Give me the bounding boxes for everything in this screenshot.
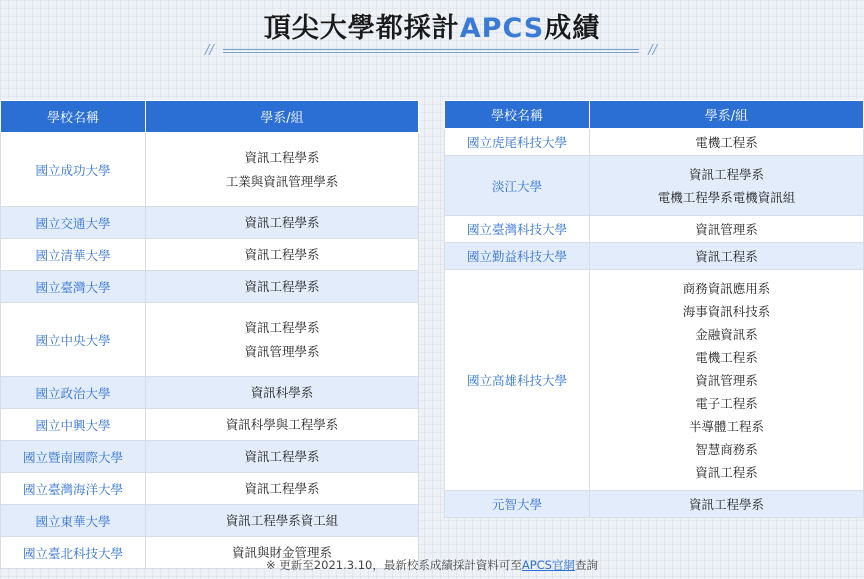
school-name: 國立勤益科技大學 (445, 243, 590, 270)
dept-cell (146, 505, 419, 537)
table-row (445, 156, 864, 216)
school-name: 元智大學 (445, 491, 590, 518)
dept-name: 資訊工程學系 (244, 149, 320, 165)
dept-cell (590, 491, 864, 518)
title-main: 頂尖大學都採計 (263, 13, 460, 44)
dept-name: 工業與資訊管理學系 (225, 173, 339, 189)
footer-note (0, 557, 864, 573)
footer-suffix: 查詢 (574, 558, 598, 572)
table-row (1, 207, 419, 239)
footer-prefix: ※ 更新至2021.3.10，最新校系成績採計資料可至 (266, 558, 522, 572)
dept-name: 電機工程系 (695, 134, 758, 150)
header-school: 學校名稱 (1, 101, 146, 133)
dept-name: 資訊科學系 (250, 385, 314, 400)
dept-cell (146, 303, 419, 377)
dept-name: 資訊管理系 (695, 221, 758, 237)
school-name: 淡江大學 (445, 156, 590, 216)
dept-cell (146, 377, 419, 409)
dept-name: 資訊管理學系 (244, 343, 320, 359)
school-name: 國立中央大學 (1, 303, 146, 377)
school-name: 國立高雄科技大學 (445, 270, 590, 491)
dept-cell (146, 271, 419, 303)
table-row (445, 270, 864, 491)
page-title (0, 6, 864, 45)
dept-name: 資訊工程學系 (244, 279, 320, 294)
dept-name: 電子工程系 (695, 395, 758, 411)
header-school: 學校名稱 (445, 101, 590, 129)
dept-name: 智慧商務系 (695, 441, 758, 457)
school-name: 國立臺灣海洋大學 (1, 473, 146, 505)
school-name: 國立政治大學 (1, 377, 146, 409)
apcs-link[interactable]: APCS官網 (521, 558, 575, 572)
header-dept: 學系/組 (590, 101, 864, 129)
school-name: 國立清華大學 (1, 239, 146, 271)
header-dept: 學系/組 (146, 101, 419, 133)
dept-name: 資訊管理系 (695, 372, 758, 388)
dept-name: 資訊工程系 (695, 464, 758, 480)
dept-cell (590, 216, 864, 243)
dept-name: 資訊科學與工程學系 (225, 417, 339, 432)
dept-name: 資訊與財金管理系 (231, 545, 332, 560)
school-table-left (0, 100, 419, 569)
table-row (1, 441, 419, 473)
dept-cell (146, 409, 419, 441)
dept-name: 資訊工程學系 (244, 215, 320, 230)
school-name: 國立交通大學 (1, 207, 146, 239)
school-name: 國立中興大學 (1, 409, 146, 441)
dept-name: 商務資訊應用系 (682, 280, 771, 296)
school-name: 國立暨南國際大學 (1, 441, 146, 473)
dept-name: 電機工程系 (695, 349, 758, 365)
dept-cell (590, 129, 864, 156)
school-table-right (444, 100, 864, 518)
school-name: 國立臺灣科技大學 (445, 216, 590, 243)
table-row (1, 133, 419, 207)
dept-cell (590, 156, 864, 216)
table-row (1, 271, 419, 303)
dept-cell (146, 441, 419, 473)
table-header-row (445, 101, 864, 129)
dept-name: 半導體工程系 (688, 418, 764, 434)
dept-name: 資訊工程學系 (244, 319, 320, 335)
dept-name: 金融資訊系 (695, 326, 758, 342)
table-row (445, 129, 864, 156)
title-accent: APCS (459, 13, 545, 44)
table-row (1, 239, 419, 271)
title-decoration (205, 43, 657, 58)
dept-name: 資訊工程學系 (244, 481, 320, 496)
dept-name: 海事資訊科技系 (682, 303, 771, 319)
dept-cell (146, 133, 419, 207)
title-tail: 成績 (544, 13, 601, 44)
school-name: 國立臺北科技大學 (1, 537, 146, 569)
dept-name: 資訊工程學系 (688, 496, 764, 512)
table-header-row (1, 101, 419, 133)
dept-name: 資訊工程學系資工組 (225, 513, 339, 528)
dept-name: 資訊工程學系 (244, 247, 320, 262)
table-row (1, 409, 419, 441)
title-deco-line (223, 52, 639, 53)
dept-cell (590, 270, 864, 491)
table-row (445, 216, 864, 243)
table-row (445, 491, 864, 518)
school-name: 國立成功大學 (1, 133, 146, 207)
dept-cell (590, 243, 864, 270)
table-row (1, 303, 419, 377)
school-name: 國立虎尾科技大學 (445, 129, 590, 156)
dept-cell (146, 207, 419, 239)
table-row (1, 377, 419, 409)
school-name: 國立東華大學 (1, 505, 146, 537)
table-row (1, 473, 419, 505)
table-row (1, 505, 419, 537)
dept-cell (146, 239, 419, 271)
dept-cell (146, 473, 419, 505)
dept-name: 資訊工程學系 (688, 166, 764, 182)
school-name: 國立臺灣大學 (1, 271, 146, 303)
dept-name: 資訊工程學系 (244, 449, 320, 464)
title-deco-left-slash: // (205, 43, 214, 58)
dept-name: 資訊工程系 (695, 248, 758, 264)
title-deco-line (223, 49, 639, 50)
title-deco-right-slash: // (648, 43, 657, 58)
dept-name: 電機工程學系電機資訊組 (657, 189, 796, 205)
table-row (445, 243, 864, 270)
